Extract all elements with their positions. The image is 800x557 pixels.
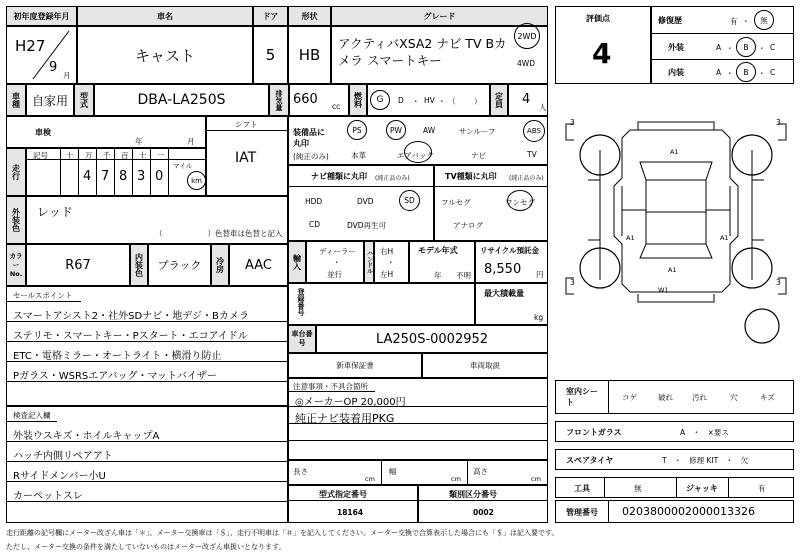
import-label: 輸入 [288, 241, 306, 283]
seat-ana: 穴 [730, 393, 738, 402]
mileage-cell [26, 148, 206, 196]
ext-grade-c: C [770, 43, 776, 52]
model-year-year: 年 [434, 271, 442, 280]
reg-month: 9 [49, 60, 58, 75]
mileage-div1 [78, 149, 79, 195]
int-dot1: ・ [726, 69, 734, 78]
navi-cd: CD [309, 220, 321, 229]
equip-aw: AW [423, 126, 436, 135]
capacity-unit: 人 [539, 103, 547, 112]
model-label: 型式 [74, 84, 94, 116]
diagram-bracket-1: 3 [570, 118, 575, 127]
seat-cell [555, 380, 794, 414]
notes-title: 注意事項・不具合箇所 [293, 382, 368, 391]
fuel-label: 燃料 [349, 84, 367, 116]
tv-analog: アナログ [453, 221, 483, 230]
door-header: ドア [253, 6, 288, 26]
equip-navi: ナビ [471, 151, 486, 160]
mileage-div6 [168, 149, 169, 195]
sales-title-underline [7, 301, 81, 302]
score-value: 4 [592, 37, 612, 70]
equip-abs-circle [523, 120, 545, 142]
fuel-dot1: ・ [412, 97, 420, 106]
sales-point-4: Pガラス・WSRSエアバッグ・マットバイザー [13, 371, 217, 382]
mileage-col-sym: 記号 [33, 151, 48, 160]
dim-div1 [381, 461, 382, 484]
mileage-col-juu: 十 [139, 151, 147, 160]
capacity-cell [508, 84, 548, 116]
drive-4wd: 4WD [517, 59, 535, 68]
footer-note-1: 走行距離の記号欄にメーター改ざん車は「＊」、メーター交換車は「＄」、走行不明車は「＃」を記入してください。メーター交換で合算表示した場合にも「＄」は記入要です。 [6, 529, 559, 537]
type-no-divider [289, 500, 417, 501]
exterior-color-value: レッド [37, 205, 73, 219]
dim-height-unit: cm [531, 475, 541, 483]
int-grade-b-circle [736, 62, 756, 82]
exterior-color-note: （ ）色替車は色替と記入 [155, 229, 283, 238]
handle-cell [374, 241, 409, 283]
displacement-unit: cc [332, 102, 341, 111]
notes-line3 [289, 440, 547, 441]
equip-ps-circle [347, 120, 367, 140]
spare-label: スペアタイヤ [566, 456, 614, 465]
max-load-unit: kg [534, 313, 544, 322]
capacity-value: 4 [522, 92, 531, 107]
sales-points-cell [6, 286, 288, 406]
tv-divider [435, 186, 547, 187]
mileage-col-10man: 十 [66, 151, 74, 160]
manage-cell [555, 500, 794, 523]
dim-width-unit: cm [451, 475, 461, 483]
equip-tv: TV [527, 150, 537, 159]
equip-pw-circle [386, 120, 406, 140]
dim-height: 高さ [473, 467, 488, 476]
displacement-value: 660 [293, 92, 318, 107]
door-value: 5 [253, 26, 288, 84]
windshield-label: フロントガラス [566, 428, 622, 437]
mileage-col-ichi: 一 [157, 151, 165, 160]
windshield-cell [555, 421, 794, 442]
shift-cell [206, 116, 288, 196]
diagram-mark-1: A1 [670, 148, 679, 156]
tools-label: 工具 [574, 484, 590, 493]
dim-length: 長さ [293, 467, 308, 476]
sales-points-title: セールスポイント [13, 291, 73, 300]
ext-grade-a: A [716, 43, 722, 52]
fuel-paren-close: ） [474, 97, 482, 106]
diagram-mark-5: W1 [658, 286, 669, 294]
dimensions-cell [288, 460, 548, 485]
import-dealer: ディーラー [319, 247, 356, 256]
notes-cell [288, 378, 548, 460]
seat-divider [608, 381, 609, 413]
import-dot: ・ [333, 258, 341, 267]
equip-abs: ABS [527, 127, 541, 135]
navi-sub: (純正品のみ) [375, 175, 410, 182]
exterior-grade-label: 外装 [668, 43, 684, 52]
model-year-label: モデル年式 [418, 246, 458, 255]
manage-value: 0203800002000013326 [622, 505, 755, 518]
model-year-unknown: 不明 [456, 271, 471, 280]
diagram-mark-2: A1 [626, 234, 635, 242]
seat-yabure: 破れ [658, 393, 673, 402]
class-no-divider [419, 500, 547, 501]
fuel-hv: HV [424, 96, 435, 105]
color-no-value: R67 [26, 244, 130, 286]
mileage-digit-1: 4 [83, 169, 92, 184]
import-parallel: 並行 [327, 270, 342, 279]
repair-no: 無 [760, 15, 768, 25]
recycle-label: リサイクル預託金 [480, 246, 539, 255]
repair-dot: ・ [742, 17, 750, 26]
equipment-sub: (純正のみ) [293, 152, 329, 161]
score-label: 評価点 [586, 14, 610, 23]
mileage-col-man: 万 [85, 151, 93, 160]
drive-2wd: 2WD [517, 31, 537, 41]
seat-kizu: キズ [760, 393, 775, 402]
registration-cell [288, 283, 475, 325]
note-2: 純正ナビ装着用PKG [295, 412, 395, 425]
shaken-cell [6, 116, 206, 148]
sales-point-2: ステリモ・スマートキー・Pスタート・エコアイドル [13, 331, 248, 342]
mileage-col-hyaku: 百 [121, 151, 129, 160]
inspector-title: 検査記入欄 [13, 411, 51, 420]
navi-divider [289, 186, 433, 187]
mileage-digit-2: 7 [101, 169, 110, 184]
tv-sub: (純正品のみ) [509, 175, 544, 182]
mileage-div4 [132, 149, 133, 195]
recycle-cell [475, 241, 548, 283]
fuel-dot2: ・ [438, 97, 446, 106]
sales-point-3: ETC・電格ミラー・オートライト・横滑り防止 [13, 351, 222, 362]
fuel-g-circle [370, 90, 390, 110]
navi-cell [288, 165, 434, 241]
handle-dot: ・ [387, 258, 395, 267]
drive-2wd-circle [514, 23, 540, 49]
mileage-digit-5: 0 [155, 169, 164, 184]
equip-airbag: エアバック [397, 151, 434, 160]
inspector-note-3: Rサイドメンバー小U [13, 471, 106, 482]
seat-label: 室内シート [566, 387, 598, 407]
tv-cell [434, 165, 548, 241]
diagram-bracket-3: 3 [570, 278, 575, 287]
ext-dot2: ・ [758, 44, 766, 53]
manage-label: 管理番号 [566, 508, 598, 517]
dim-div2 [467, 461, 468, 484]
equip-pw: PW [390, 125, 402, 135]
mileage-digit-3: 8 [119, 169, 128, 184]
car-name: キャスト [77, 26, 253, 84]
mileage-label: 走行 [6, 148, 26, 196]
mileage-div5 [150, 149, 151, 195]
interior-color-value: ブラック [148, 244, 211, 286]
diagram-bracket-2: 3 [776, 118, 781, 127]
usage-label: 車種 [6, 84, 26, 116]
equipment-label: 装備品に丸印 [293, 128, 325, 148]
usage-value: 自家用 [26, 84, 74, 116]
seat-yogore: 汚れ [692, 393, 707, 402]
note-1: ◎メーカーOP 20,000円 [295, 397, 406, 408]
import-cell [306, 241, 364, 283]
car-name-header: 車名 [77, 6, 253, 26]
handle-left: 左H [380, 270, 394, 279]
repair-yes: 有 [730, 17, 738, 26]
handle-right: 右H [380, 247, 394, 256]
navi-title: ナビ種類に丸印 [311, 172, 367, 181]
inspector-note-2: ハッチ内側リペアアト [13, 451, 113, 462]
equip-sunroof: サンルーフ [459, 127, 496, 136]
registration-label: 登録番号 [297, 288, 305, 316]
class-no-label: 類別区分番号 [449, 490, 497, 499]
mileage-div0 [60, 149, 61, 195]
max-load-cell [475, 283, 548, 325]
model-year-cell [409, 241, 475, 283]
shape-value: HB [288, 26, 331, 84]
tools-cell [555, 477, 794, 498]
displacement-cell [289, 84, 349, 116]
manage-divider [608, 501, 609, 522]
jack-label: ジャッキ [686, 484, 718, 493]
tv-oneseg: ワンセグ [505, 198, 535, 207]
notes-title-underline [289, 391, 375, 392]
fuel-d: D [398, 96, 404, 105]
car-diagram [560, 110, 792, 360]
tools-value: 無 [634, 484, 642, 493]
inspector-note-1: 外装ウスキズ・ホイルキャップA [13, 431, 160, 442]
mileage-km: km [191, 176, 202, 185]
capacity-label: 定員 [490, 84, 508, 116]
navi-dvd-play: DVD再生可 [347, 221, 387, 230]
repair-no-circle [754, 10, 774, 30]
sales-point-1: スマートアシスト2・社外SDナビ・地デジ・Bカメラ [13, 311, 249, 322]
tv-title: TV種類に丸印 [445, 172, 497, 181]
equipment-cell [288, 116, 548, 165]
tools-div3 [728, 478, 729, 497]
inspector-cell [6, 406, 288, 523]
handle-label: ハンドル [364, 241, 374, 283]
class-no-cell [418, 485, 548, 523]
color-no-label: カラーNo. [6, 244, 26, 286]
shift-label: シフト [235, 120, 258, 129]
chassis-value: LA250S-0002952 [316, 325, 548, 353]
type-no-label: 型式指定番号 [319, 490, 367, 499]
reg-month-unit: 月 [63, 71, 71, 80]
int-grade-c: C [770, 68, 776, 77]
diagram-mark-4: A1 [668, 266, 677, 274]
chassis-label: 車台番号 [288, 325, 316, 353]
recycle-unit: 円 [536, 270, 544, 279]
fuel-g: G [376, 95, 384, 105]
mileage-div3 [114, 149, 115, 195]
shape-header: 形状 [288, 6, 331, 26]
grade-header: グレード [331, 6, 548, 26]
type-no-value: 18164 [337, 508, 364, 517]
max-load-label: 最大積載量 [484, 289, 524, 298]
mileage-km-circle [187, 171, 206, 190]
mileage-digit-4: 3 [137, 169, 146, 184]
grade-value: アクティバXSA2 ナビ TV Bカメラ スマートキー [338, 36, 507, 68]
displacement-label: 排気量 [269, 84, 289, 116]
navi-dvd: DVD [357, 197, 374, 206]
grades-line1 [652, 33, 793, 34]
exterior-color-cell [26, 196, 288, 244]
ext-grade-b-circle [736, 37, 756, 57]
aircon-value: AAC [229, 244, 288, 286]
grades-cell [651, 6, 794, 84]
windshield-value: A ・ ×要ス [680, 428, 729, 437]
shift-value: IAT [235, 150, 257, 166]
tools-div1 [604, 478, 605, 497]
dim-length-unit: cm [365, 475, 375, 483]
spare-cell [555, 449, 794, 470]
navi-hdd: HDD [305, 197, 323, 206]
equip-ps: PS [352, 125, 362, 135]
mileage-header-line [27, 159, 205, 160]
repair-label: 修復歴 [658, 16, 682, 25]
warranty-manual: 車両取説 [422, 353, 548, 378]
tools-div2 [676, 478, 677, 497]
shaken-label: 車検 [35, 128, 51, 137]
class-no-value: 0002 [473, 508, 494, 517]
interior-color-label: 内装色 [130, 244, 148, 286]
int-grade-b: B [743, 67, 749, 77]
warranty-new: 新車保証書 [288, 353, 422, 378]
dim-width: 幅 [389, 467, 397, 476]
fuel-cell [367, 84, 490, 116]
score-cell [555, 6, 651, 84]
type-no-cell [288, 485, 418, 523]
jack-value: 有 [758, 484, 766, 493]
exterior-color-label: 外装色 [6, 196, 26, 244]
aircon-label: 冷房 [211, 244, 229, 286]
recycle-value: 8,550 [484, 262, 522, 277]
int-dot2: ・ [758, 69, 766, 78]
seat-koge: コゲ [622, 393, 637, 402]
footer-note-2: ただし、メーター交換の条件を満たしていないものはメーター改ざん車扱いとなります。 [6, 543, 286, 551]
spare-value: T ・ 修理 KIT ・ 欠 [662, 456, 749, 465]
interior-grade-label: 内装 [668, 68, 684, 77]
tv-fullseg: フルセグ [441, 198, 471, 207]
shaken-year: 年 [135, 137, 143, 146]
ext-grade-b: B [743, 42, 749, 52]
inspector-title-underline [7, 421, 57, 422]
reg-era-year: H27 [15, 37, 46, 55]
ext-dot1: ・ [726, 44, 734, 53]
mileage-div2 [96, 149, 97, 195]
int-grade-a: A [716, 68, 722, 77]
reg-year-header: 初年度登録年月 [6, 6, 77, 26]
shaken-month: 月 [187, 137, 195, 146]
mileage-col-sen: 千 [103, 151, 111, 160]
navi-sd-circle [399, 190, 420, 211]
mileage-mile: マイル [173, 162, 193, 170]
navi-sd: SD [404, 196, 415, 205]
diagram-mark-3: A1 [720, 234, 729, 242]
fuel-paren-open: （ [448, 97, 456, 106]
shift-divider [207, 130, 287, 131]
grades-line2 [652, 59, 793, 60]
diagram-bracket-4: 3 [776, 278, 781, 287]
reg-year-cell [6, 26, 77, 84]
inspector-note-4: カーペットスレ [13, 491, 83, 502]
grade-cell [331, 26, 548, 84]
equip-leather: 本革 [351, 151, 366, 160]
model-value: DBA-LA250S [94, 84, 269, 116]
